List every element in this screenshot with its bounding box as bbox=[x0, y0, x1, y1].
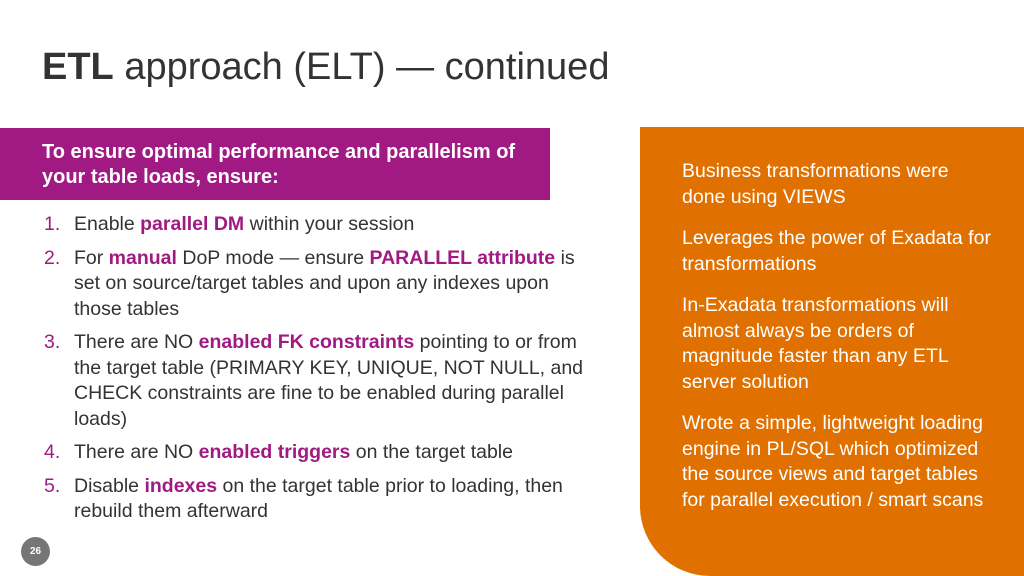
title-bold: ETL bbox=[42, 46, 114, 88]
step-number: 3. bbox=[44, 331, 61, 353]
step-text: is set on source/target tables and upon any indexes upon those tables bbox=[74, 246, 575, 320]
step-highlight: indexes bbox=[144, 474, 218, 497]
step-text: Disable bbox=[74, 474, 145, 497]
step-number: 4. bbox=[44, 441, 61, 463]
step-text: within your session bbox=[244, 213, 415, 235]
step-text: There are NO bbox=[74, 331, 199, 353]
step-item bbox=[44, 330, 584, 432]
slide-title bbox=[42, 44, 609, 90]
side-point: Leverages the power of Exadata for transformations bbox=[682, 227, 991, 275]
step-text: Enable bbox=[74, 213, 141, 235]
step-text: There are NO bbox=[74, 441, 199, 463]
step-text: on the target table prior to loading, then rebuild them afterward bbox=[74, 474, 563, 522]
step-text: on the target table bbox=[350, 441, 513, 463]
callout-text: To ensure optimal performance and parallelism of your table loads, ensure: bbox=[42, 141, 516, 188]
side-point: Wrote a simple, lightweight loading engine in PL/SQL which optimized the source views and target tables for parallel execution / smart scans bbox=[682, 412, 984, 511]
callout-banner bbox=[0, 128, 550, 200]
step-highlight: parallel DM bbox=[140, 213, 245, 235]
step-number: 2. bbox=[44, 246, 61, 269]
step-text: pointing to or from the target table (PRIMARY KEY, UNIQUE, NOT NULL, and CHECK constraints are fine to be enabled during parallel loads) bbox=[74, 331, 584, 430]
title-rest: approach (ELT) — continued bbox=[113, 46, 610, 88]
side-point: In-Exadata transformations will almost always be orders of magnitude faster than any ETL server solution bbox=[682, 294, 949, 393]
step-number: 5. bbox=[44, 474, 61, 497]
step-number: 1. bbox=[44, 213, 61, 235]
step-highlight: manual bbox=[108, 246, 177, 269]
step-highlight: enabled triggers bbox=[198, 441, 351, 463]
step-highlight: PARALLEL attribute bbox=[369, 246, 556, 269]
side-point: Business transformations were done using VIEWS bbox=[682, 160, 949, 208]
page-number: 26 bbox=[21, 537, 50, 566]
step-text: DoP mode — ensure bbox=[176, 246, 370, 269]
step-item bbox=[44, 212, 584, 238]
step-item bbox=[44, 474, 584, 525]
step-item bbox=[44, 246, 584, 323]
steps-list bbox=[44, 212, 584, 533]
step-text: For bbox=[74, 246, 109, 269]
step-item bbox=[44, 440, 584, 466]
side-panel bbox=[640, 127, 1024, 576]
step-highlight: enabled FK constraints bbox=[198, 331, 415, 353]
